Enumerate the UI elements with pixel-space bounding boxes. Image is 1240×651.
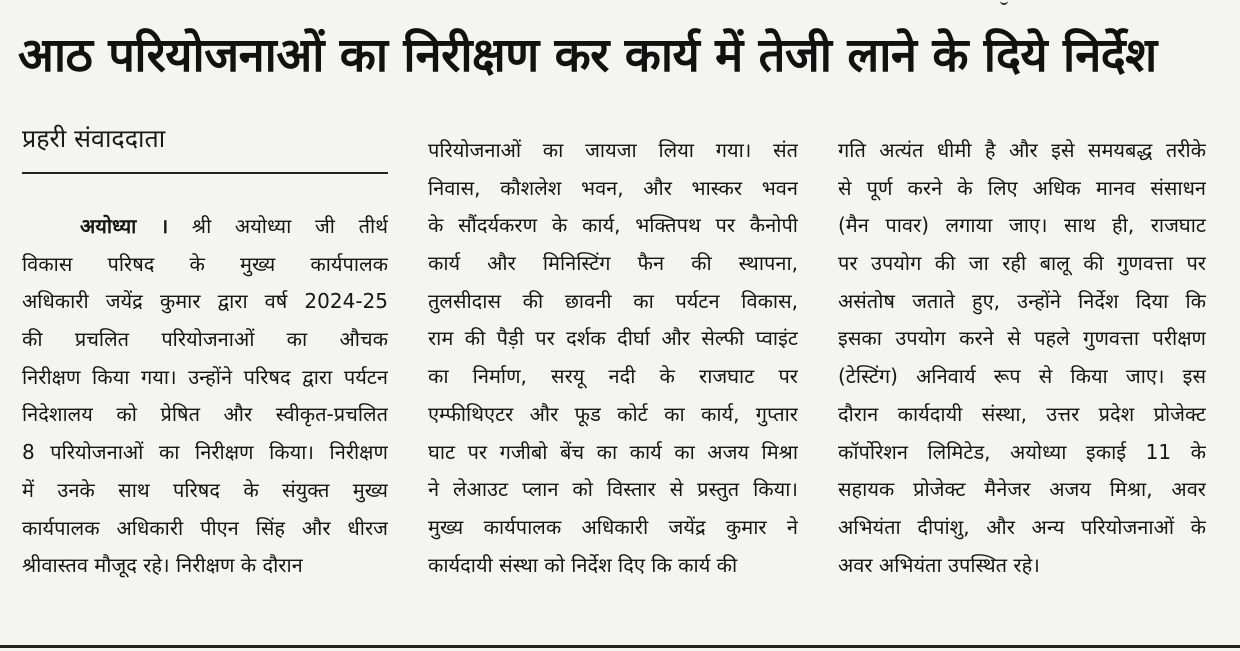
article-column-1 bbox=[22, 208, 388, 585]
article-line: सहायक प्रोजेक्ट मैनेजर अजय मिश्रा, अवर bbox=[838, 477, 1206, 502]
article-column-3 bbox=[838, 132, 1206, 584]
article-line: इसका उपयोग करने से पहले गुणवत्ता परीक्षण bbox=[838, 326, 1206, 351]
article-line: घाट पर गजीबो बेंच का कार्य का अजय मिश्रा bbox=[428, 439, 798, 464]
article-column-2 bbox=[428, 132, 798, 584]
article-line: एम्फीथिएटर और फूड कोर्ट का कार्य, गुप्तार bbox=[428, 401, 798, 426]
article-line: में उनके साथ परिषद के संयुक्त मुख्य bbox=[22, 477, 388, 502]
article-line-text: श्री अयोध्या जी तीर्थ bbox=[191, 214, 388, 238]
article-line: कार्यदायी संस्था को निर्देश दिए कि कार्य की bbox=[428, 552, 738, 577]
scan-artifact bbox=[1000, 0, 1008, 5]
article-line: की प्रचलित परियोजनाओं का औचक bbox=[22, 327, 388, 352]
article-line: निवास, कौशलेश भवन, और भास्कर भवन bbox=[428, 175, 798, 200]
article-line bbox=[22, 208, 388, 246]
byline-divider bbox=[22, 172, 388, 174]
article-line: 8 परियोजनाओं का निरीक्षण किया। निरीक्षण bbox=[22, 440, 388, 465]
article-line: ने लेआउट प्लान को विस्तार से प्रस्तुत किया। bbox=[428, 477, 798, 502]
article-line: अधिकारी जयेंद्र कुमार द्वारा वर्ष 2024-25 bbox=[22, 289, 388, 314]
article-line: कार्य और मिनिस्टिंग फैन की स्थापना, bbox=[428, 251, 798, 276]
article-line: कॉर्पोरेशन लिमिटेड, अयोध्या इकाई 11 के bbox=[838, 439, 1206, 464]
article-line: पर उपयोग की जा रही बालू की गुणवत्ता पर bbox=[838, 251, 1206, 276]
article-line: (टेस्टिंग) अनिवार्य रूप से किया जाए। इस bbox=[838, 364, 1206, 389]
article-line: परियोजनाओं का जायजा लिया गया। संत bbox=[428, 138, 798, 162]
article-line: दौरान कार्यदायी संस्था, उत्तर प्रदेश प्रोजेक्ट bbox=[838, 401, 1206, 426]
byline: प्रहरी संवाददाता bbox=[22, 124, 166, 153]
article-line: असंतोष जताते हुए, उन्होंने निर्देश दिया कि bbox=[838, 288, 1206, 313]
article-line: विकास परिषद के मुख्य कार्यपालक bbox=[22, 251, 388, 276]
dateline: अयोध्या । bbox=[80, 214, 169, 238]
article-line: मुख्य कार्यपालक अधिकारी जयेंद्र कुमार ने bbox=[428, 514, 798, 539]
headline: आठ परियोजनाओं का निरीक्षण कर कार्य में तेजी लाने के दिये निर्देश bbox=[18, 28, 1157, 83]
article-line: राम की पैड़ी पर दर्शक दीर्घा और सेल्फी प्वाइंट bbox=[428, 326, 798, 351]
article-line: अभियंता दीपांशु, और अन्य परियोजनाओं के bbox=[838, 514, 1206, 539]
article-line: के सौंदर्यकरण के कार्य, भक्तिपथ पर कैनोपी bbox=[428, 213, 798, 238]
article-line: गति अत्यंत धीमी है और इसे समयबद्ध तरीके bbox=[838, 138, 1206, 162]
bottom-divider bbox=[0, 645, 1240, 648]
article-line: अवर अभियंता उपस्थित रहे। bbox=[838, 552, 1040, 577]
article-line: का निर्माण, सरयू नदी के राजघाट पर bbox=[428, 364, 798, 389]
article-line: (मैन पावर) लगाया जाए। साथ ही, राजघाट bbox=[838, 213, 1206, 238]
article-line: तुलसीदास की छावनी का पर्यटन विकास, bbox=[428, 288, 798, 313]
article-line: से पूर्ण करने के लिए अधिक मानव संसाधन bbox=[838, 175, 1206, 200]
article-line: श्रीवास्तव मौजूद रहे। निरीक्षण के दौरान bbox=[22, 553, 303, 578]
article-line: कार्यपालक अधिकारी पीएन सिंह और धीरज bbox=[22, 515, 388, 540]
article-line: निरीक्षण किया गया। उन्होंने परिषद द्वारा पर्यटन bbox=[22, 364, 388, 389]
article-line: निदेशालय को प्रेषित और स्वीकृत-प्रचलित bbox=[22, 402, 388, 427]
